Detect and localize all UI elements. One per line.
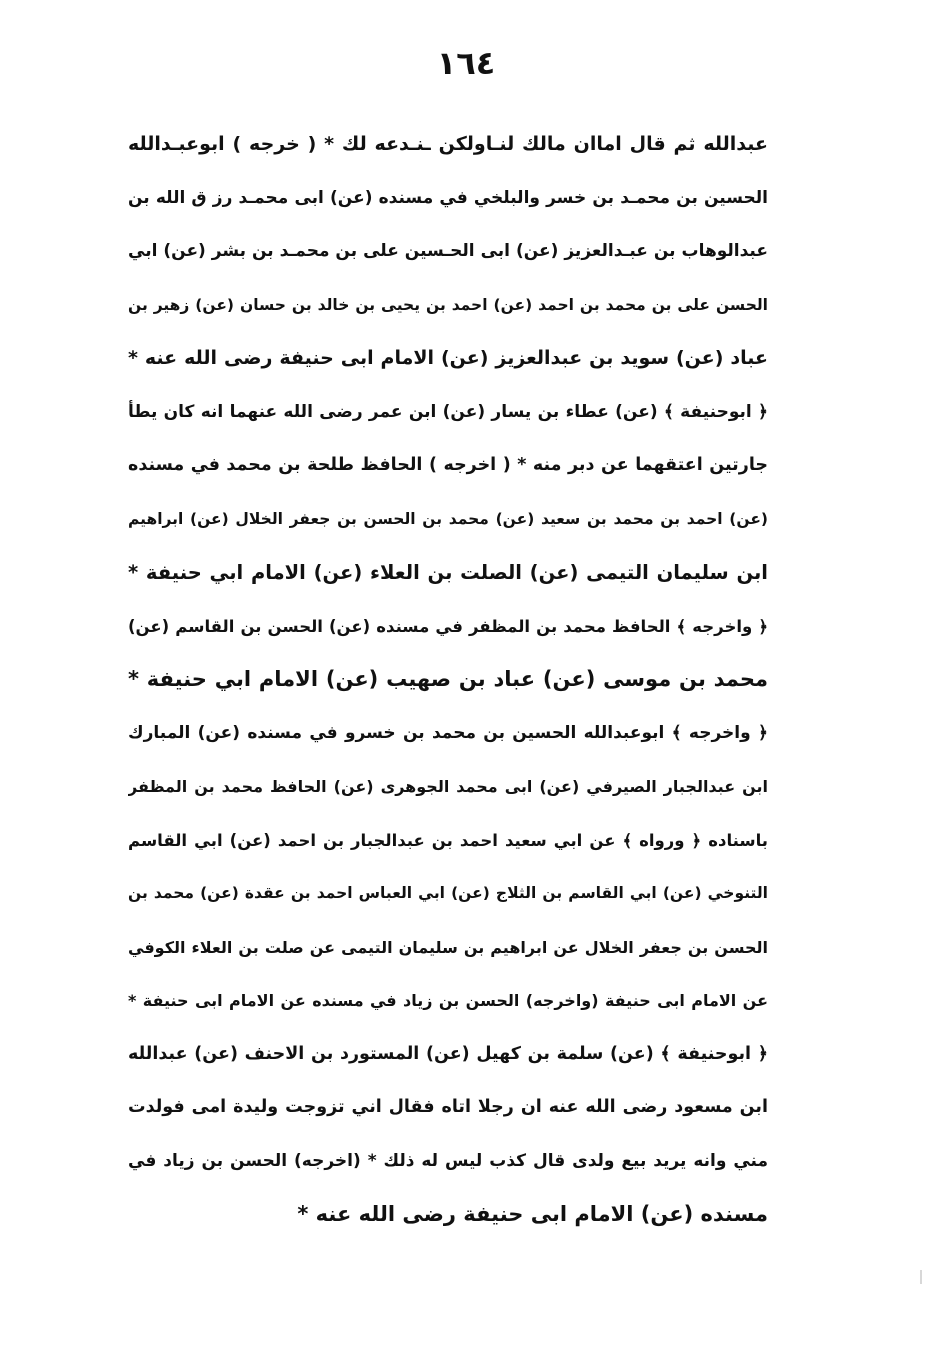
text-line: ﴿ واخرجه ﴾ ابوعبدالله الحسين بن محمد بن خسرو في مسنده (عن) المبارك — [128, 722, 768, 743]
text-line: ﴿ واخرجه ﴾ الحافظ محمد بن المظفر في مسنده (عن) الحسن بن القاسم (عن) — [128, 616, 768, 636]
page-number: ١٦٤ — [436, 44, 496, 82]
text-line: ﴿ ابوحنيفة ﴾ (عن) عطاء بن يسار (عن) ابن عمر رضى الله عنهما انه كان يطأ — [128, 401, 768, 422]
text-line: مني وانه يريد بيع ولدى قال كذب ليس له ذلك * (اخرجه) الحسن بن زياد في — [128, 1150, 768, 1171]
text-line: ابن عبدالجبار الصيرفي (عن) ابى محمد الجوهرى (عن) الحافظ محمد بن المظفر — [128, 777, 768, 796]
page-text-block — [128, 118, 768, 1242]
scan-margin-mark — [920, 1270, 922, 1284]
text-line: عن الامام ابى حنيفة (واخرجه) الحسن بن زياد في مسنده عن الامام ابى حنيفة * — [128, 991, 768, 1010]
text-line: جارتين اعتقهما عن دبر منه * ( اخرجه ) الحافظ طلحة بن محمد في مسنده — [128, 455, 768, 475]
text-line: محمد بن موسى (عن) عباد بن صهيب (عن) الامام ابي حنيفة * — [128, 667, 768, 691]
text-line: التنوخي (عن) ابي القاسم بن الثلاج (عن) ابي العباس احمد بن عقدة (عن) محمد بن — [128, 884, 768, 902]
text-line: الحسين بن محمـد بن خسر والبلخي في مسنده (عن) ابى محمـد رز ق الله بن — [128, 187, 768, 208]
text-line: مسنده (عن) الامام ابى حنيفة رضى الله عنه * — [297, 1202, 768, 1226]
text-line: الحسن بن جعفر الخلال عن ابراهيم بن سليمان التيمى عن صلت بن العلاء الكوفي — [128, 937, 768, 957]
text-line: ﴿ ابوحنيفة ﴾ (عن) سلمة بن كهيل (عن) المستورد بن الاحنف (عن) عبدالله — [128, 1043, 768, 1064]
text-line: ابن مسعود رضى الله عنه ان رجلا اتاه فقال اني تزوجت وليدة امى فولدت — [128, 1097, 768, 1117]
text-line: باسناده ﴿ ورواه ﴾ عن ابي سعيد احمد بن عبدالجبار بن احمد (عن) ابي القاسم — [128, 830, 768, 850]
text-line: الحسن على بن محمد بن احمد (عن) احمد بن يحيى بن خالد بن حسان (عن) زهير بن — [128, 295, 768, 314]
text-line: عباد (عن) سويد بن عبدالعزيز (عن) الامام ابى حنيفة رضى الله عنه * — [128, 347, 768, 369]
text-line: ابن سليمان التيمى (عن) الصلت بن العلاء (عن) الامام ابي حنيفة * — [128, 561, 768, 584]
text-line: (عن) احمد بن محمد بن سعيد (عن) محمد بن الحسن بن جعفر الخلال (عن) ابراهيم — [128, 509, 768, 528]
text-line: عبدالله ثم قال اماان مالك لنـاولكن ـنـدعه لك * ( خرجه ) ابوعبـدالله — [128, 133, 768, 155]
text-line: عبدالوهاب بن عبـدالعزيز (عن) ابى الحـسين على بن محمـد بن بشر (عن) ابي — [128, 241, 768, 261]
